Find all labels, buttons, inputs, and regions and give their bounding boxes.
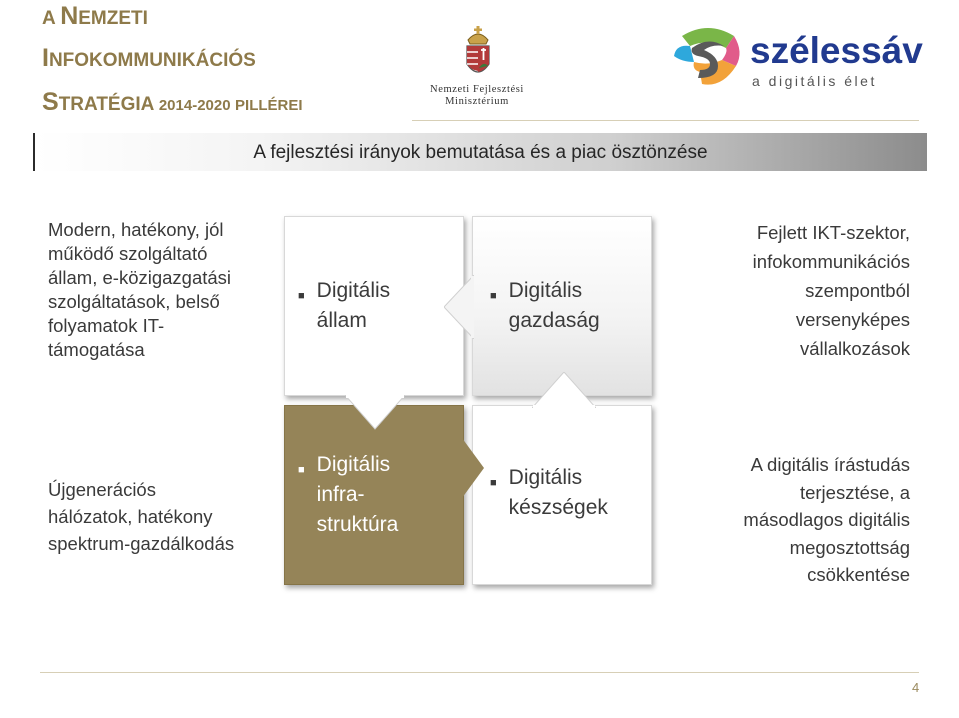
title-line-3: STRATÉGIA 2014-2020 PILLÉREI xyxy=(42,88,303,116)
brand-tagline: a digitális élet xyxy=(752,73,877,89)
side-text-bottom-left: Újgenerációs hálózatok, hatékony spektrum-gazdálkodás xyxy=(48,479,235,554)
side-text-top-right: Fejlett IKT-szektor, infokommunikációs szempontból versenyképes vállalkozások xyxy=(752,222,910,359)
label-digital-infrastructure: ■ Digitális infra- struktúra xyxy=(298,453,399,536)
side-text-bottom-right: A digitális írástudás terjesztése, a másodlagos digitális megosztottság csökkentése xyxy=(743,454,910,585)
brand-name: szélessáv xyxy=(750,30,923,71)
square-bullet-icon: ■ xyxy=(490,290,497,302)
banner-text: A fejlesztési irányok bemutatása és a piac ösztönzése xyxy=(253,142,708,163)
arrow-economy-left xyxy=(444,275,474,339)
title-line-2: INFOKOMMUNIKÁCIÓS xyxy=(42,44,256,72)
arrow-skills-up xyxy=(532,372,596,408)
ministry-name: Nemzeti Fejlesztési Minisztérium xyxy=(430,84,524,107)
square-bullet-icon: ■ xyxy=(490,477,497,489)
szelessav-logo-icon xyxy=(672,22,744,94)
square-bullet-icon: ■ xyxy=(298,464,305,476)
title-line-1: A NEMZETI xyxy=(42,2,148,30)
coat-of-arms-icon xyxy=(462,26,494,82)
label-digital-skills: ■ Digitális készségek xyxy=(490,466,608,519)
square-bullet-icon: ■ xyxy=(298,290,305,302)
page-number: 4 xyxy=(912,680,920,695)
side-text-top-left: Modern, hatékony, jól működő szolgáltató állam, e-közigazgatási szolgáltatások, belső folyamatok IT- támogatása xyxy=(48,219,232,360)
bottom-divider xyxy=(40,672,919,673)
arrow-state-down xyxy=(345,395,405,431)
top-divider xyxy=(412,120,919,121)
label-digital-economy: ■ Digitális gazdaság xyxy=(490,279,600,332)
arrow-infra-right xyxy=(462,438,486,498)
label-digital-state: ■ Digitális állam xyxy=(298,279,391,332)
